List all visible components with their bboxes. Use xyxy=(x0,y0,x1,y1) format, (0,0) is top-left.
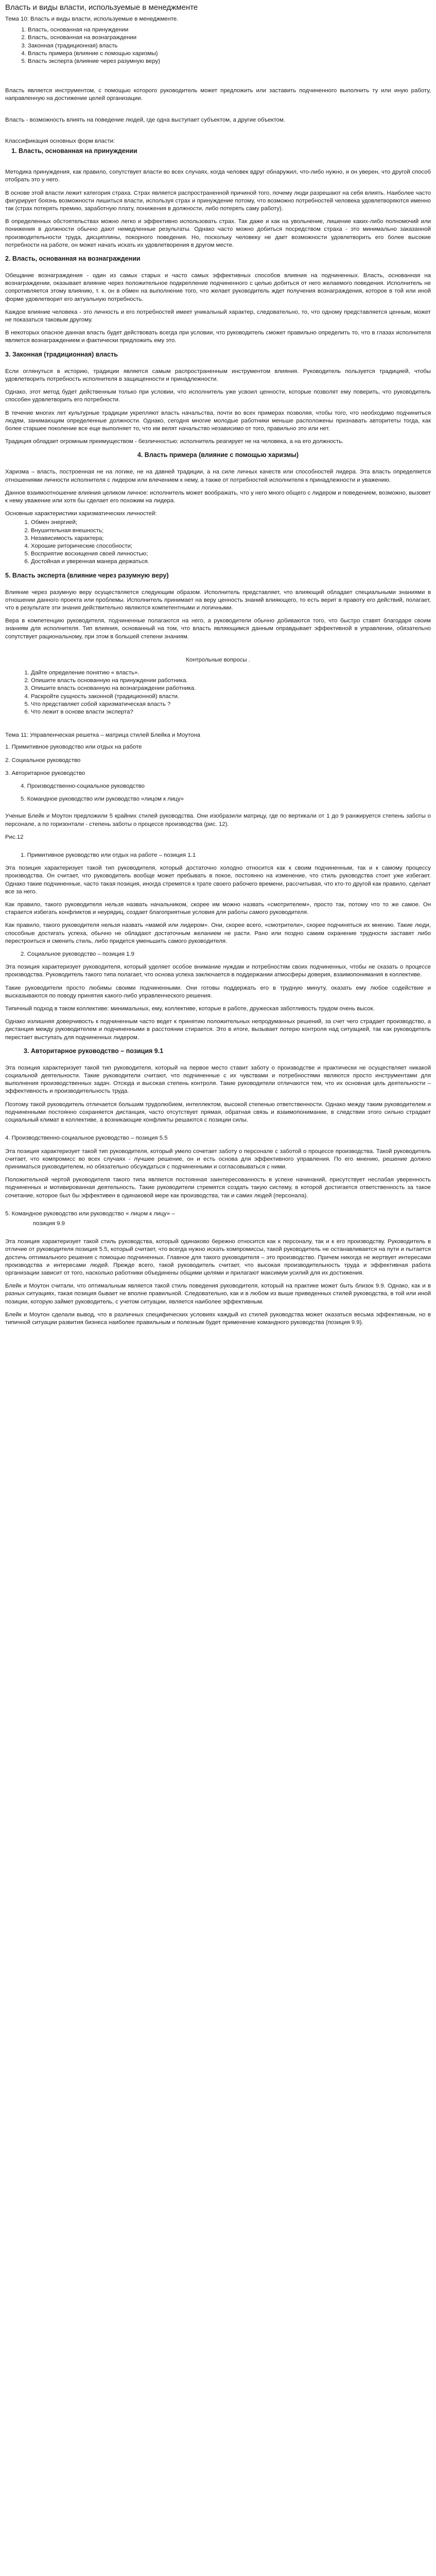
spacer xyxy=(5,1060,431,1064)
question-item: 2. Опишите власть основанную на принуждении работника. xyxy=(31,677,431,685)
section-2-heading: 2. Власть, основанная на вознаграждении xyxy=(5,255,141,263)
question-item: 1. Дайте определение понятию « власть». xyxy=(31,669,431,677)
position-4-heading: 4. Производственно-социальное руководство – позиция 5.5 xyxy=(5,1135,168,1142)
position-3-heading: 3. Авторитарное руководство – позиция 9.1 xyxy=(24,1047,164,1055)
paragraph: Положительной чертой руководителя такого типа является постоянная заинтересованность в успехе начинаний, присутствует неслабая уверенность подчиненных и мотивированная деятельность. Такие руководители стремятся создать такую систему, в которой достигается ответственность за такое сочетание, которое был бы эффективен в одинаковой мере как производства, так и самих людей (персонала). xyxy=(5,1177,431,1199)
section-3-heading: 3. Законная (традиционная) власть xyxy=(5,350,118,358)
paragraph: В основе этой власти лежит категория страха. Страх является распространенной причиной того, почему люди разрешают на себя влиять. Наиболее часто фигурирует боязнь возможности лишиться власти, используя страх и принуждение потому, что возможно потребностей человека удовлетворяются именно так (страх потерять премию, заработную плату, понижения в должности, либо потерять саму работу). xyxy=(5,190,431,212)
classification-label: Классификация основных форм власти: xyxy=(5,138,115,144)
question-item: 6. Что лежит в основе власти эксперта? xyxy=(31,708,431,716)
question-item: 5. Что представляет собой харизматическая власть ? xyxy=(31,701,431,708)
paragraph: Вера в компетенцию руководителя, подчиненные полагаются на него, а руководители обычно добиваются того, что быстро ставят благодаря своим знаниям для исполнителя. Тип влияния, основанный на том, что власть являющимся данным оправдывает эффективной в управлении, обязательно сопутствует рациональному, при этом в большей степени знаниям. xyxy=(5,618,431,640)
toc-item: 1. Власть, основанная на принуждении xyxy=(28,26,431,34)
t11-item: 5. Командное руководство или руководство «лицом к лицу» xyxy=(21,796,184,803)
toc-item: 2. Власть, основанная на вознаграждении xyxy=(28,34,431,42)
list-item: 3. Независимость характера; xyxy=(31,535,431,543)
charisma-traits-list xyxy=(5,519,431,566)
paragraph: Влияние через разумную веру осуществляется следующим образом. Исполнитель представляет, что влияющий обладает специальными знаниями в отношении данного проекта или проблемы. Исполнитель принимает на веру ценность знаний влияющего, то есть верит в правоту его действий, полагает, что в результате эти знания действительно являются компетентными и логичными. xyxy=(5,589,431,611)
t11-item: 1. Примитивное руководство или отдых на работе xyxy=(5,744,142,751)
question-item: 3. Опишите власть основанную на вознаграждении работника. xyxy=(31,685,431,692)
position-1-heading: 1. Примитивное руководство или отдых на работе – позиция 1.1 xyxy=(21,852,196,859)
t11-item: 2. Социальное руководство xyxy=(5,757,81,764)
list-intro: Основные характеристики харизматических личностей: xyxy=(5,511,157,517)
paragraph: Эта позиция характеризует такой тип руководителя, который на первое место ставит заботу о производстве и практически не осуществляет никакой социальной деятельности. Такие руководители считают, что подчиненные с их чувствами и потребностями являются просто инструментами для выполнения производственных задач. Отсюда и высокая степень контроля. Такие руководители отличаются тем, что их основная цель деятельности – эффективность и производительность труда. xyxy=(5,1064,431,1095)
paragraph: Как правило, такого руководителя нельзя назвать «мамой или лидером». Они, скорее всего, «смотрители», скорее подчиняться их мнению. Такие люди, способные достигать успеха, обычно не обладают достаточным желанием не расти. Рано или поздно самим охранение трудности заставят либо перестроиться и сменить стиль, либо придется уменьшить самого руководителя. xyxy=(5,922,431,944)
paragraph: Однако излишняя доверчивость к подчиненным часто ведет к принятию положительных непродуманных решений, за счет чего страдает производство, а дистанция между руководителем и подчиненными в расстоянии стирается. Это в итоге, вызывает потерю контроля над ситуацией, так как руководитель перестает выступать для подчиненных лидером. xyxy=(5,1019,431,1041)
paragraph: Как правило, такого руководителя нельзя назвать начальником, скорее им можно назвать «смотрителем», просто так, потому что то же самое. Он старается избегать конфликтов и неурядиц, создает благоприятные условия для работы самого руководителя. xyxy=(5,902,431,916)
list-item: 4. Хорошие риторические способности; xyxy=(31,543,431,550)
toc-item: 4. Власть примера (влияние с помощью харизмы) xyxy=(28,50,431,58)
paragraph: Типичный подход в таком коллективе: минимальных, ему, коллективе, которые в работе, дружеская заботливость трудом очень высок. xyxy=(5,1006,375,1012)
paragraph: Эта позиция характеризует такой тип руководителя, который достаточно холодно относится как к своим подчиненным, так и к самому процессу производства. Он считает, что руководитель вообще может пребывать в покое, постоянно на изменение, что стиль руководства стоит уже избегает. Однако такие подчиненные, часто такая позиция, иногда стремятся к трате своего рабочего времени, рассчитывая, что кто-то другой как правило, сделает все за него. xyxy=(5,865,431,895)
paragraph: Поэтому такой руководитель отличается большим трудолюбием, интеллектом, высокой степенью ответственности. Однако между таким руководителем и подчиненными постоянно сохраняется дистанция, часто отсутствует прямая, обратная связь и взаимопонимание, в следствии этого сильно страдает социальный климат в коллективе, а возникающие конфликты решаются с позиции силы. xyxy=(5,1101,431,1124)
intro-paragraph: Власть является инструментом, с помощью которого руководитель может предложить или заставить подчиненного выполнить ту или иную работу, направленную на достижение целей организации. xyxy=(5,88,431,102)
questions-list xyxy=(5,669,431,716)
paragraph: Блейк и Моутон сделали вывод, что в различных специфических условиях каждый из стилей руководства может оказаться весьма эффективным, но в типичной ситуации развития бизнеса наиболее правильным и полезным будет применение командного руководства (позиция 9.9). xyxy=(5,1311,431,1326)
intro-paragraph: Власть - возможность влиять на поведение людей, где одна выступает субъектом, а другие объектом. xyxy=(5,116,285,123)
position-2-heading: 2. Социальное руководство – позиция 1.9 xyxy=(21,951,135,958)
paragraph: Ученые Блейк и Моутон предложили 5 крайних стилей руководства. Они изобразили матрицу, где по вертикали от 1 до 9 ранжируется степень заботы о персонале, а по горизонтали - степень заботы о процессе производства (рис. 12). xyxy=(5,813,431,827)
paragraph: Блейк и Моутон считали, что оптимальным является такой стиль поведения руководителя, который на практике может быть близок 9.9. Однако, как и в разных ситуациях, такая позиция бывает не вполне правильной. Следовательно, как и в любом из выше приведенных стилей руководства, в той или иной позиции, которую займет руководитель, с учетом ситуации, является наиболее эффективным. xyxy=(5,1283,431,1305)
section-1-heading-list xyxy=(5,147,431,155)
position-5-heading: 5. Командное руководство или руководство « лицом к лицу» – xyxy=(5,1210,175,1217)
section-5-heading: 5. Власть эксперта (влияние через разумную веру) xyxy=(5,571,169,579)
page-title: Власть и виды власти, используемые в менеджменте xyxy=(5,3,198,12)
paragraph: В определенных обстоятельствах можно легко и эффективно использовать страх. Так даже и как на увольнение, лишение каких-либо полномочий или понижения в должности обычно дают немедленные результаты. Однако часто можно добиться посредством страха - это минимально заказанной производительности труда, дисциплины, покорного поведения. Но, поскольку человеку не дает возможности удовлетворить его более высокие потребности на работе, он может начать искать их удовлетворения в другом месте. xyxy=(5,218,431,248)
section-1-heading: 1. Власть, основанная на принуждении xyxy=(19,147,431,155)
figure-caption: Рис.12 xyxy=(5,834,24,840)
paragraph: Такие руководители просто любимы своими подчиненными. Они готовы поддержать его в трудную минуту, оказать ему любое содействие и высказываются по поводу принятия какого-либо управленческого решения. xyxy=(5,985,431,999)
topic-11-title: Тема 11: Управленческая решетка – матрица стилей Блейка и Моутона xyxy=(5,732,200,739)
list-item: 6. Достойная и уверенная манера держаться. xyxy=(31,558,431,566)
spacer xyxy=(5,585,431,589)
topic-line: Тема 10: Власть и виды власти, используемые в менеджменте. xyxy=(5,16,179,22)
t11-item: 4. Производственно-социальное руководство xyxy=(21,783,145,789)
paragraph: В течение многих лет культурные традиции укрепляют власть начальства, почти во всех примерах позволяя, чтобы того, что необходимо подчиниться людям, занимающим определенные должности. Однако, сегодня многие молодые работники меньше расположены признавать авторитеты тогда, как более старшее поколение все еще выполняет то, что им велят начальство независимо от того, правильно это или нет. xyxy=(5,410,431,432)
paragraph: Данное взаимоотношение влияния целиком личное: исполнитель может воображать, что у него много общего с лидером и поведением, возможно, вызовет к нему уважение или хотя бы сделает его похожим на лидера. xyxy=(5,489,431,504)
questions-title: Контрольные вопросы . xyxy=(186,656,250,663)
paragraph: Методика принуждения, как правило, сопутствует власти во всех случаях, когда человек вдруг обнаружил, что-либо нужно, и он уверен, что другой способ отобрать это у него. xyxy=(5,169,431,183)
paragraph: Эта позиция характеризует такой тип руководителя, который умело сочетает заботу о персонале с заботой о процессе производства. Такой руководитель считает, что компромисс во всех случаях - лучшее решение, он и есть основа для эффективного управления. По его мнению, решение должно приниматься руководителем, но обязательно обсуждаться с подчиненными и согласовываться с ними. xyxy=(5,1148,431,1170)
spacer xyxy=(5,464,431,468)
paragraph: Харизма – власть, построенная не на логике, не на давней традиции, а на силе личных качеств или способностей лидера. Эта власть определяется отношениями личности исполнителя с лидером или влечением к нему, а также от потребностей исполнителя к принадлежности и уважению. xyxy=(5,469,431,483)
t11-item: 3. Авторитарное руководство xyxy=(5,770,85,776)
paragraph: Эта позиция характеризует такой стиль руководства, который одинаково бережно относится как к персоналу, так и к его производству. Руководитель в отличие от руководителя позиция 5.5, который считает, что всегда нужно искать компромиссы, такой руководитель не останавливается на пути и пытается достичь оптимального решения с помощью подчиненных. Главное для такого руководителя – это производство. Причем никогда не жертвует интересами производства и интересами людей. Прежде всего, такой руководитель считает, что высокая производительность труда и эффективная работа организации зависит от того, насколько работники объединены общими целями и прилагают максимум усилий для их достижения. xyxy=(5,1239,431,1276)
toc-list xyxy=(5,26,431,65)
paragraph: Однако, этот метод будет действенным только при условии, что исполнитель уже усвоил ценности, которые позволят ему поверить, что руководитель способен удовлетворить его потребности. xyxy=(5,389,431,403)
toc-item: 5. Власть эксперта (влияние через разумную веру) xyxy=(28,58,431,65)
paragraph: Эта позиция характеризует руководителя, который уделяет особое внимание нуждам и потребностям своих подчиненных, чтобы не сказать о процессе производства. Руководитель такого типа полагает, что основа успеха заключается в поддержании атмосферы доверия, взаимопонимания в коллективе. xyxy=(5,964,431,978)
question-item: 4. Раскройте сущность законной (традиционной) власти. xyxy=(31,693,431,701)
spacer xyxy=(5,364,431,368)
paragraph: Традиция обладает огромным преимуществом - безличностью: исполнитель реагирует не на человека, а на его должность. xyxy=(5,438,344,445)
section-4-heading: 4. Власть примера (влияние с помощью харизмы) xyxy=(137,451,299,459)
spacer xyxy=(5,268,431,272)
list-item: 2. Внушительная внешность; xyxy=(31,527,431,535)
position-5-heading-line2: позиция 9.9 xyxy=(33,1220,65,1227)
paragraph: Если оглянуться в историю, традиции является самым распространенным инструментом влияния. Руководитель пользуется традицией, чтобы удовлетворить потребность исполнителя в защищенности и принадлежности. xyxy=(5,368,431,382)
list-item: 5. Восприятие восхищения своей личностью; xyxy=(31,550,431,558)
toc-item: 3. Законная (традиционная) власть xyxy=(28,42,431,50)
paragraph: Каждое влияние человека - это личность и его потребностей имеет уникальный характер, следовательно, то, что одному представляется ценным, может не показаться таковым другому. xyxy=(5,309,431,324)
list-item: 1. Обмен энергией; xyxy=(31,519,431,527)
paragraph: В некоторых опасное данная власть будет действовать всегда при условии, что руководитель сможет правильно определить то, что в глазах исполнителя является вознаграждением и фактически предложить ему это. xyxy=(5,330,431,344)
paragraph: Обещание вознаграждения - один из самых старых и часто самых эффективных способов влияния на подчиненных. Власть, основанная на вознаграждении, оказывает влияние через положительное подкрепление подчиненного с целью добиться от него желаемого поведения. Исполнитель не сопротивляется этому влиянию, т. к. он в обмен на выполнение того, что желает руководитель ждет получения вознаграждения, которое в той или иной форме удовлетворит его актуальную потребность. xyxy=(5,273,431,302)
